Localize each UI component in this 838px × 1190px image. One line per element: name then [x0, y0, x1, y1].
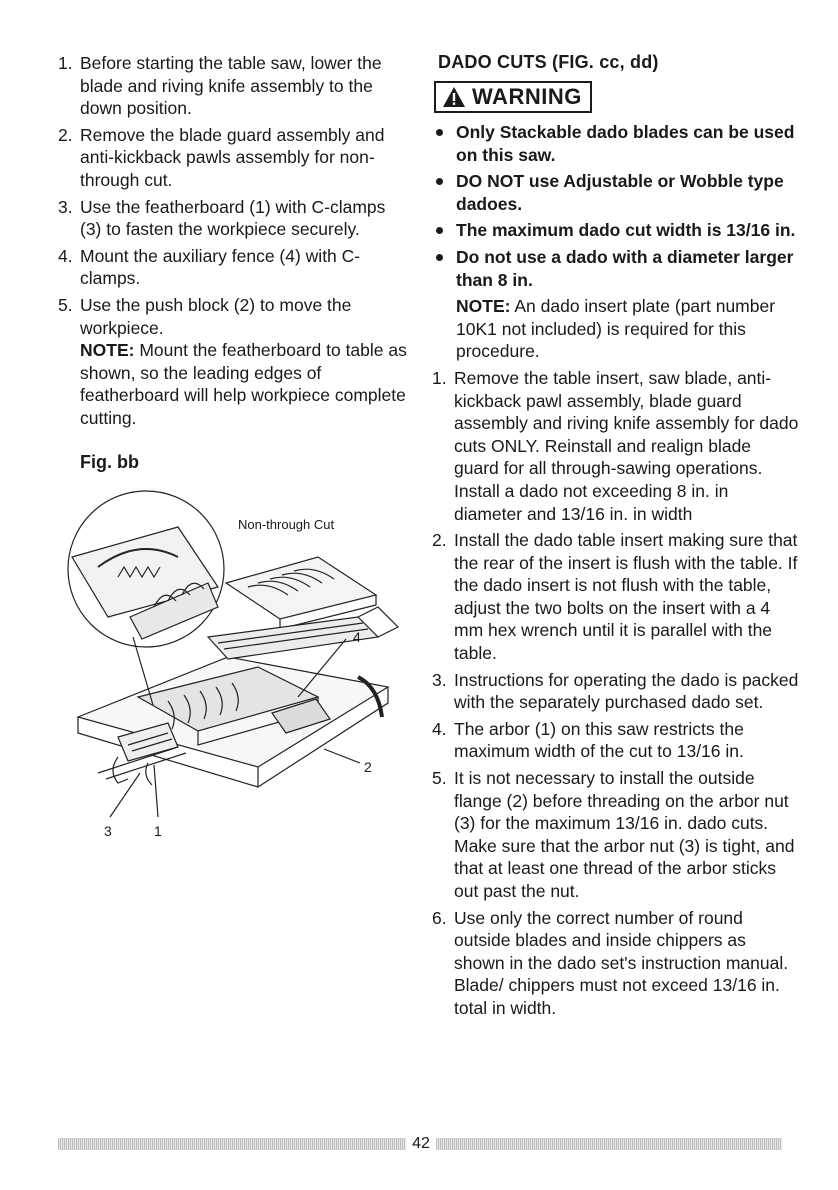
warning-bullets — [432, 121, 800, 291]
bullet-dot-icon — [436, 254, 443, 261]
page-number: 42 — [412, 1135, 430, 1152]
warning-box — [434, 81, 592, 113]
list-item: 5. It is not necessary to install the outside flange (2) before threading on the arbor nut (3) for the maximum 13/16 in. dado cuts. Make sure that the arbor nut (3) is tight, and that at least one thread of the arbor sticks out past the nut. — [432, 768, 795, 901]
bullet-dot-icon — [436, 129, 443, 136]
dado-steps — [432, 367, 800, 1020]
list-item: 3. Use the featherboard (1) with C-clamps (3) to fasten the workpiece securely. — [58, 196, 386, 240]
figure-number-1: 1 — [154, 822, 162, 839]
right-column — [432, 52, 800, 1024]
figure-callout-label: Non-through Cut — [238, 516, 335, 532]
footer-bar-right — [436, 1138, 782, 1150]
list-item: 4. The arbor (1) on this saw restricts the maximum width of the cut to 13/16 in. — [432, 718, 744, 762]
list-item: 2. Install the dado table insert making sure that the rear of the insert is flush with the table. If the dado insert is not flush with the table, adjust the two bolts on the insert with a 4 mm hex wrench until it is parallel with the table. — [432, 530, 798, 664]
list-item: 2. Remove the blade guard assembly and anti-kickback pawls assembly for non-through cut. — [58, 124, 385, 190]
figure-number-4: 4 — [353, 628, 361, 645]
figure-number-3: 3 — [104, 822, 112, 839]
list-item: 1. Before starting the table saw, lower the blade and riving knife assembly to the down position. — [58, 53, 382, 119]
section-title: DADO CUTS (FIG. cc, dd) — [438, 52, 659, 72]
list-item: 6. Use only the correct number of round outside blades and inside chippers as shown in the dado set's instruction manual. Blade/ chippers must not exceed 13/16 in. total in width. — [432, 907, 789, 1018]
list-item: The maximum dado cut width is 13/16 in. — [432, 219, 800, 242]
list-item: 4. Mount the auxiliary fence (4) with C-clamps. — [58, 245, 361, 289]
non-through-cut-steps — [58, 52, 408, 430]
figure-illustration — [58, 487, 408, 847]
bullet-dot-icon — [436, 178, 443, 185]
warning-label: WARNING — [472, 84, 582, 109]
table-saw-illustration — [58, 487, 408, 847]
footer-bar-left — [58, 1138, 406, 1150]
list-item: DO NOT use Adjustable or Wobble type dadoes. — [432, 170, 800, 215]
note: NOTE: Mount the featherboard to table as shown, so the leading edges of featherboard will help workpiece complete cutting. — [80, 340, 407, 428]
figure-number-2: 2 — [364, 758, 372, 775]
bullet-dot-icon — [436, 227, 443, 234]
list-item: 5. Use the push block (2) to move the workpiece. NOTE: Mount the featherboard to table as shown, so the leading edges of featherboard will help workpiece complete cutting. — [58, 294, 407, 428]
page-footer — [58, 1136, 782, 1152]
note: NOTE: An dado insert plate (part number 10K1 not included) is required for this procedure. — [456, 296, 776, 362]
list-item: Only Stackable dado blades can be used on this saw. — [432, 121, 800, 166]
left-column — [58, 52, 408, 847]
warning-triangle-icon — [442, 86, 466, 108]
list-item: Do not use a dado with a diameter larger than 8 in. — [432, 246, 800, 291]
list-item: 1. Remove the table insert, saw blade, anti-kickback pawl assembly, blade guard assembly and riving knife assembly for dado cuts ONLY. Reinstall and realign blade guard for all through-sawing operations. Install a dado not exceeding 8 in. in diameter and 13/16 in. in width — [432, 367, 799, 524]
figure-label: Fig. bb — [80, 451, 139, 472]
list-item: 3. Instructions for operating the dado is packed with the separately purchased dado set. — [432, 669, 799, 713]
